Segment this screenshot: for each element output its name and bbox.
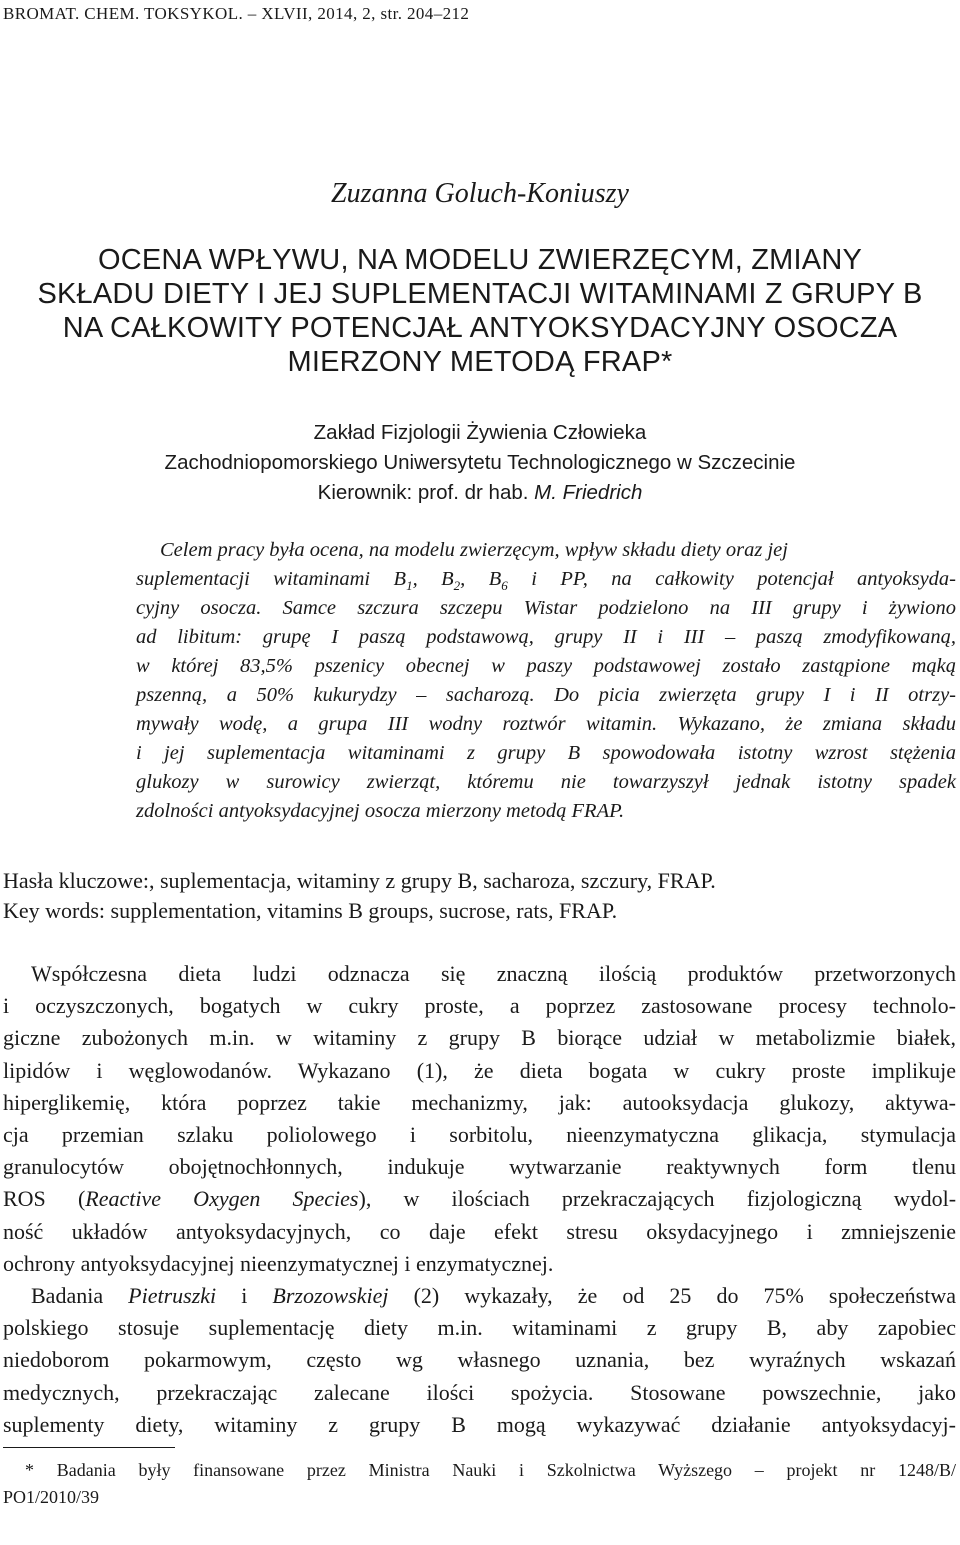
abstract-text: i PP, na całkowity potencjał antyoksyda- <box>507 568 956 590</box>
keywords-english: Key words: supplementation, vitamins B groups, sucrose, rats, FRAP. <box>3 898 618 923</box>
keywords-polish: Hasła kluczowe:, suplementacja, witaminy z grupy B, sacharoza, szczury, FRAP. <box>3 868 716 893</box>
affiliation-university: Zachodniopomorskiego Uniwersytetu Technologicznego w Szczecinie <box>164 451 796 474</box>
affiliation-head-name: M. Friedrich <box>534 481 643 504</box>
footnote-line: PO1/2010/39 <box>3 1487 100 1507</box>
body-line: cja przemian szlaku poliolowego i sorbitolu, nieenzymatyczna glikacja, stymulacja <box>3 1122 956 1148</box>
affiliation <box>0 418 960 508</box>
body-text <box>3 958 956 1441</box>
affiliation-department: Zakład Fizjologii Żywienia Człowieka <box>313 421 647 444</box>
abstract-text: suplementacji witaminami B <box>136 568 407 590</box>
footnote-divider <box>3 1447 175 1448</box>
body-line: giczne zubożonych m.in. w witaminy z grupy B biorące udział w metabolizmie białek, <box>3 1025 956 1051</box>
body-line: niedoborom pokarmowym, często wg własnego uznania, bez wyraźnych wskazań <box>3 1347 956 1373</box>
body-line: lipidów i węglowodanów. Wykazano (1), że dieta bogata w cukry proste implikuje <box>3 1057 956 1083</box>
title-line: MIERZONY METODĄ FRAP* <box>287 346 673 378</box>
abstract-line: ad libitum: grupę I paszą podstawową, grupy II i III – paszą zmodyfikowaną, <box>136 626 956 648</box>
body-line: polskiego stosuje suplementację diety m.in. witaminami z grupy B, aby zapobiec <box>3 1315 956 1341</box>
subscript: 6 <box>501 578 508 594</box>
body-line: hiperglikemię, która poprzez takie mechanizmy, jak: autooksydacja glukozy, aktywa- <box>3 1089 956 1115</box>
abstract-line: Celem pracy była ocena, na modelu zwierzęcym, wpływ składu diety oraz jej <box>160 539 788 561</box>
body-line: medycznych, przekraczając zalecane ilości spożycia. Stosowane powszechnie, jako <box>3 1379 956 1405</box>
article-title <box>0 243 960 379</box>
body-line: Współczesna dieta ludzi odznacza się znaczną ilością produktów przetworzonych <box>31 961 956 986</box>
abstract-text: , B <box>412 568 454 590</box>
body-line: suplementy diety, witaminy z grupy B mogą wykazywać działanie antyoksydacyj- <box>3 1411 956 1437</box>
abstract-line: pszenną, a 50% kukurydzy – sacharozą. Do picia zwierzęta grupy I i II otrzy- <box>136 684 956 706</box>
abstract-text: , B <box>460 568 502 590</box>
body-text-segment: (2) wykazały, że od 25 do 75% społeczeństwa <box>388 1283 956 1309</box>
title-line: NA CAŁKOWITY POTENCJAŁ ANTYOKSYDACYJNY OSOCZA <box>62 312 898 344</box>
abstract-line: zdolności antyoksydacyjnej osocza mierzony metodą FRAP. <box>136 800 625 822</box>
author-citation: Brzozowskiej <box>272 1283 389 1309</box>
body-line: ochrony antyoksydacyjnej nieenzymatycznej i enzymatycznej. <box>3 1250 554 1276</box>
footnote-line: * Badania były finansowane przez Ministra Nauki i Szkolnictwa Wyższego – projekt nr 1248/B/ <box>25 1460 956 1480</box>
body-line: i oczyszczonych, bogatych w cukry proste, a poprzez zastosowane procesy technolo- <box>3 993 956 1019</box>
abstract-line <box>136 565 956 594</box>
affiliation-head <box>0 478 960 508</box>
keywords <box>3 866 953 926</box>
abstract <box>136 536 956 826</box>
subscript: 1 <box>406 578 413 594</box>
body-text-segment: ), w ilościach przekraczających fizjologiczną wydol- <box>358 1186 957 1212</box>
author-name: Zuzanna Goluch-Koniuszy <box>331 178 629 209</box>
title-line: OCENA WPŁYWU, NA MODELU ZWIERZĘCYM, ZMIANY <box>97 244 863 276</box>
author-citation: Pietruszki <box>128 1283 217 1309</box>
abstract-line: glukozy w surowicy zwierząt, któremu nie towarzyszył jednak istotny spadek <box>136 771 956 793</box>
running-header: BROMAT. CHEM. TOKSYKOL. – XLVII, 2014, 2, str. 204–212 <box>3 4 470 23</box>
affiliation-head-prefix: Kierownik: prof. dr hab. <box>317 481 535 504</box>
body-line <box>3 1183 956 1215</box>
abstract-line: cyjny osocza. Samce szczura szczepu Wistar podzielono na III grupy i żywiono <box>136 597 956 619</box>
abstract-line: mywały wodę, a grupa III wodny roztwór witamin. Wykazano, że zmiana składu <box>136 713 956 735</box>
body-text-segment: i <box>216 1283 273 1309</box>
body-line: ność układów antyoksydacyjnych, co daje efekt stresu oksydacyjnego i zmniejszenie <box>3 1218 956 1244</box>
abstract-line: i jej suplementacja witaminami z grupy B spowodowała istotny wzrost stężenia <box>136 742 956 764</box>
abstract-line: w której 83,5% pszenicy obecnej w paszy podstawowej zostało zastąpione mąką <box>136 655 956 677</box>
footnote <box>3 1457 956 1511</box>
body-line: granulocytów obojętnochłonnych, indukuje wytwarzanie reaktywnych form tlenu <box>3 1154 956 1180</box>
body-text-segment: Badania <box>31 1283 129 1309</box>
body-line <box>3 1280 956 1312</box>
body-text-segment: ROS ( <box>3 1186 86 1212</box>
title-line: SKŁADU DIETY I JEJ SUPLEMENTACJI WITAMINAMI Z GRUPY B <box>37 278 923 310</box>
subscript: 2 <box>453 578 461 594</box>
body-text-italic: Reactive Oxygen Species <box>85 1186 359 1212</box>
